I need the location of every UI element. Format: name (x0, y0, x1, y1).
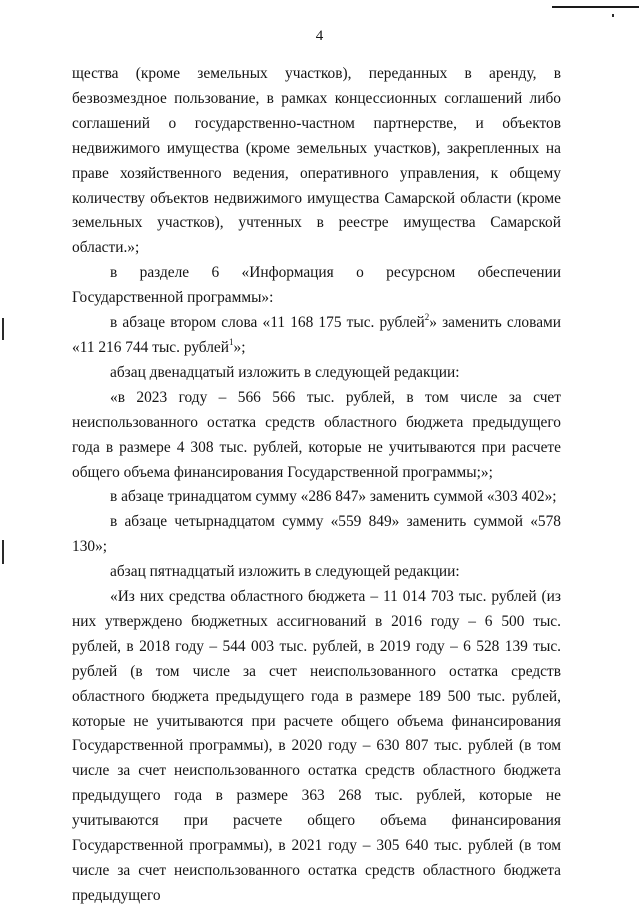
scan-speck (2, 318, 4, 340)
paragraph-instruction-12: абзац двенадцатый изложить в следующей редакции: (110, 363, 460, 381)
paragraph-replace-words (72, 311, 561, 361)
scan-speck (2, 540, 4, 564)
footnote-mark: 1 (229, 336, 234, 347)
page-number: 4 (315, 28, 324, 44)
document-body (72, 62, 561, 909)
paragraph-quote-budget: «Из них средства областного бюджета – 11 014 703 тыс. рублей (из них утверждено бюджетных ассигнований в 2016 году – 6 500 тыс. рублей, в 2018 году – 544 003 тыс. рублей, в 2019 году – 6 528 139 тыс. рублей (в том числе за счет неиспользованного остатка средств областного бюджета предыдущего года в размере 189 500 тыс. рублей, которые не учитываются при расчете общего объема финансирования Государственной программы), в 2020 году – 630 807 тыс. рублей (в том числе за счет неиспользованного остатка средств областного бюджета предыдущего года в размере 363 268 тыс. рублей, которые не учитываются при расчете общего объема финансирования Государственной программы), в 2021 году – 305 640 тыс. рублей (в том числе за счет неиспользованного остатка средств областного бюджета предыдущего (72, 588, 561, 904)
text-segment: в абзаце втором слова «11 168 175 тыс. рублей (110, 314, 425, 332)
paragraph-section-6: в разделе 6 «Информация о ресурсном обеспечении Государственной программы»: (72, 264, 561, 307)
paragraph-instruction-15: абзац пятнадцатый изложить в следующей редакции: (110, 563, 460, 581)
paragraph-quote-2023: «в 2023 году – 566 566 тыс. рублей, в том числе за счет неиспользованного остатка средств областного бюджета предыдущего года в размере 4 308 тыс. рублей, которые не учитываются при расчете общего объема финансирования Государственной программы;»; (72, 388, 561, 481)
text-segment: »; (233, 338, 246, 356)
text-segment: » заменить словами «11 216 744 тыс. рублей (72, 314, 561, 356)
scan-speck (612, 14, 614, 17)
paragraph-replace-13: в абзаце тринадцатом сумму «286 847» заменить суммой «303 402»; (110, 488, 557, 506)
scan-border-line (552, 6, 639, 8)
footnote-mark: 2 (424, 311, 430, 322)
paragraph-replace-14: в абзаце четырнадцатом сумму «559 849» заменить суммой «578 130»; (72, 513, 561, 556)
paragraph-continuation: щества (кроме земельных участков), переданных в аренду, в безвозмездное пользование, в рамках концессионных соглашений либо соглашений о государственно-частном партнерстве, и объектов недвижимого имущества (кроме земельных участков), закрепленных на праве хозяйственного ведения, оперативного управления, к общему количеству объектов недвижимого имущества Самарской области (кроме земельных участков), учтенных в реестре имущества Самарской области.»; (72, 65, 561, 257)
